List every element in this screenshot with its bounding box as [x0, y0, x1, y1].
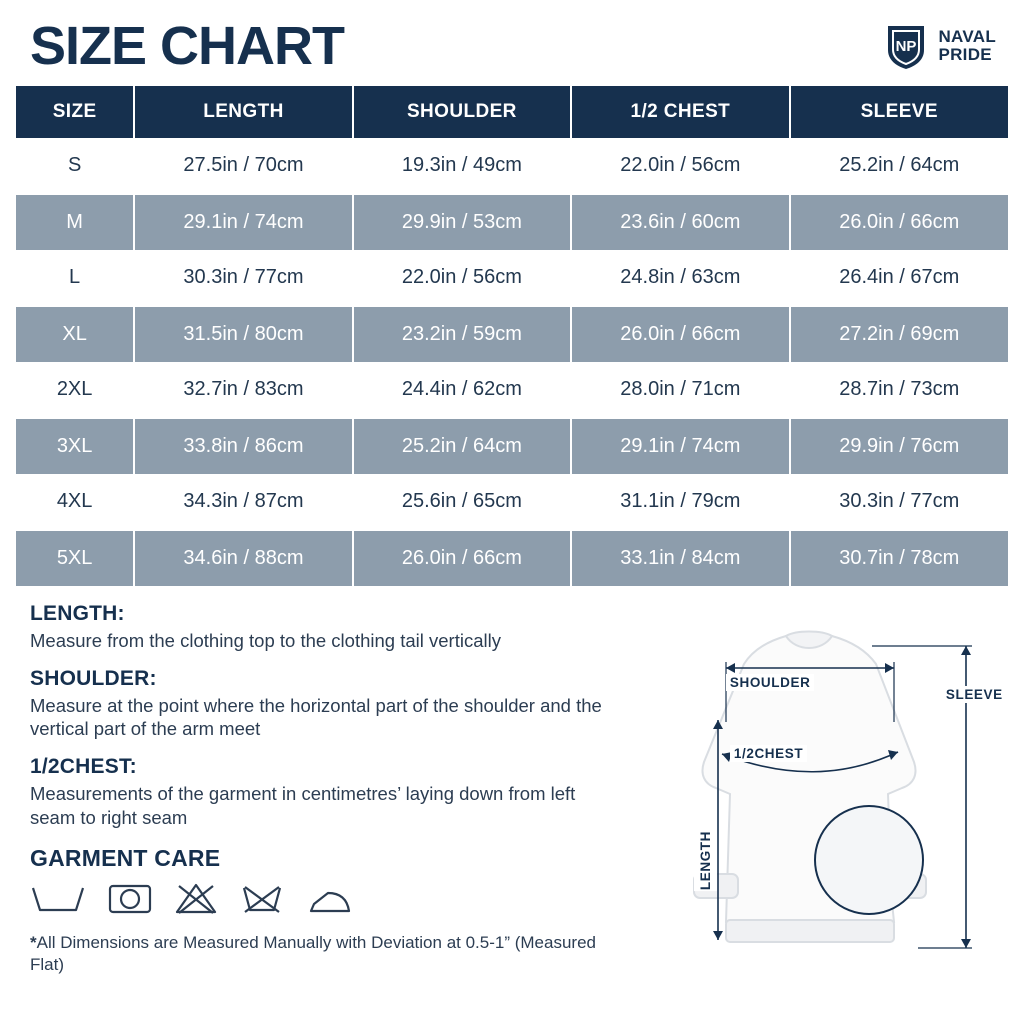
- brand-line-2: PRIDE: [938, 45, 992, 64]
- cell-shoulder: 23.2in / 59cm: [353, 306, 571, 362]
- table-header-row: [16, 86, 1008, 138]
- cell-length: 34.3in / 87cm: [134, 474, 352, 530]
- cell-shoulder: 25.6in / 65cm: [353, 474, 571, 530]
- garment-diagram: [626, 602, 1008, 1002]
- table-row: [16, 250, 1008, 306]
- cell-length: 31.5in / 80cm: [134, 306, 352, 362]
- footnote-text: All Dimensions are Measured Manually with Deviation at 0.5-1” (Measured Flat): [30, 933, 596, 975]
- diagram-label-chest: 1/2CHEST: [730, 745, 807, 762]
- cell-size: S: [16, 138, 134, 194]
- cell-shoulder: 24.4in / 62cm: [353, 362, 571, 418]
- cell-size: 5XL: [16, 530, 134, 586]
- measurement-notes: [30, 602, 618, 1002]
- cell-length: 32.7in / 83cm: [134, 362, 352, 418]
- cell-chest: 29.1in / 74cm: [571, 418, 789, 474]
- brand-logo: [884, 22, 1004, 70]
- lower-section: [16, 602, 1008, 1002]
- cell-chest: 24.8in / 63cm: [571, 250, 789, 306]
- footnote-asterisk: *: [30, 933, 37, 953]
- page-header: [16, 0, 1008, 86]
- table-row: [16, 530, 1008, 586]
- svg-text:NP: NP: [896, 38, 917, 55]
- column-header-length: LENGTH: [134, 86, 352, 138]
- column-header-chest: 1/2 CHEST: [571, 86, 789, 138]
- cell-sleeve: 25.2in / 64cm: [790, 138, 1008, 194]
- cell-shoulder: 25.2in / 64cm: [353, 418, 571, 474]
- cell-chest: 28.0in / 71cm: [571, 362, 789, 418]
- note-body-length: Measure from the clothing top to the clothing tail vertically: [30, 630, 501, 651]
- cell-sleeve: 30.7in / 78cm: [790, 530, 1008, 586]
- table-row: [16, 362, 1008, 418]
- cell-sleeve: 26.4in / 67cm: [790, 250, 1008, 306]
- shield-icon: [884, 22, 928, 70]
- cell-size: 4XL: [16, 474, 134, 530]
- cell-chest: 33.1in / 84cm: [571, 530, 789, 586]
- cell-length: 34.6in / 88cm: [134, 530, 352, 586]
- cell-size: M: [16, 194, 134, 250]
- note-body-chest: Measurements of the garment in centimetres’ laying down from left seam to right seam: [30, 783, 576, 828]
- cell-size: XL: [16, 306, 134, 362]
- column-header-shoulder: SHOULDER: [353, 86, 571, 138]
- garment-care-icons: [30, 882, 618, 916]
- cell-sleeve: 26.0in / 66cm: [790, 194, 1008, 250]
- cell-size: 2XL: [16, 362, 134, 418]
- brand-name: [938, 28, 996, 64]
- table-row: [16, 138, 1008, 194]
- cell-shoulder: 26.0in / 66cm: [353, 530, 571, 586]
- cell-shoulder: 19.3in / 49cm: [353, 138, 571, 194]
- cell-length: 33.8in / 86cm: [134, 418, 352, 474]
- tumble-dry-icon: [108, 882, 152, 916]
- cell-sleeve: 27.2in / 69cm: [790, 306, 1008, 362]
- cell-length: 29.1in / 74cm: [134, 194, 352, 250]
- cell-chest: 31.1in / 79cm: [571, 474, 789, 530]
- cell-shoulder: 29.9in / 53cm: [353, 194, 571, 250]
- hand-wash-icon: [30, 882, 86, 916]
- cell-size: L: [16, 250, 134, 306]
- cell-sleeve: 28.7in / 73cm: [790, 362, 1008, 418]
- column-header-sleeve: SLEEVE: [790, 86, 1008, 138]
- cell-chest: 23.6in / 60cm: [571, 194, 789, 250]
- cell-sleeve: 29.9in / 76cm: [790, 418, 1008, 474]
- table-row: [16, 418, 1008, 474]
- diagram-label-shoulder: SHOULDER: [726, 674, 815, 691]
- column-header-size: SIZE: [16, 86, 134, 138]
- cell-length: 30.3in / 77cm: [134, 250, 352, 306]
- cell-size: 3XL: [16, 418, 134, 474]
- iron-low-icon: [306, 886, 354, 916]
- footnote: [30, 932, 618, 976]
- cell-shoulder: 22.0in / 56cm: [353, 250, 571, 306]
- size-table: [16, 86, 1008, 586]
- note-title-length: LENGTH:: [30, 602, 125, 625]
- note-title-shoulder: SHOULDER:: [30, 666, 157, 690]
- do-not-dry-clean-icon: [240, 882, 284, 916]
- table-row: [16, 474, 1008, 530]
- page-title: SIZE CHART: [30, 16, 344, 76]
- garment-care-title: GARMENT CARE: [30, 845, 221, 872]
- cell-chest: 22.0in / 56cm: [571, 138, 789, 194]
- note-body-shoulder: Measure at the point where the horizontal part of the shoulder and the vertical part of the arm meet: [30, 694, 602, 740]
- note-title-chest: 1/2CHEST:: [30, 755, 137, 779]
- brand-line-1: NAVAL: [938, 27, 996, 47]
- cell-chest: 26.0in / 66cm: [571, 306, 789, 362]
- table-row: [16, 306, 1008, 362]
- table-row: [16, 194, 1008, 250]
- diagram-label-length: LENGTH: [694, 830, 717, 891]
- diagram-label-sleeve: SLEEVE: [942, 686, 1007, 703]
- do-not-bleach-icon: [174, 882, 218, 916]
- sweatshirt-illustration: [626, 602, 1016, 1002]
- cell-length: 27.5in / 70cm: [134, 138, 352, 194]
- cell-sleeve: 30.3in / 77cm: [790, 474, 1008, 530]
